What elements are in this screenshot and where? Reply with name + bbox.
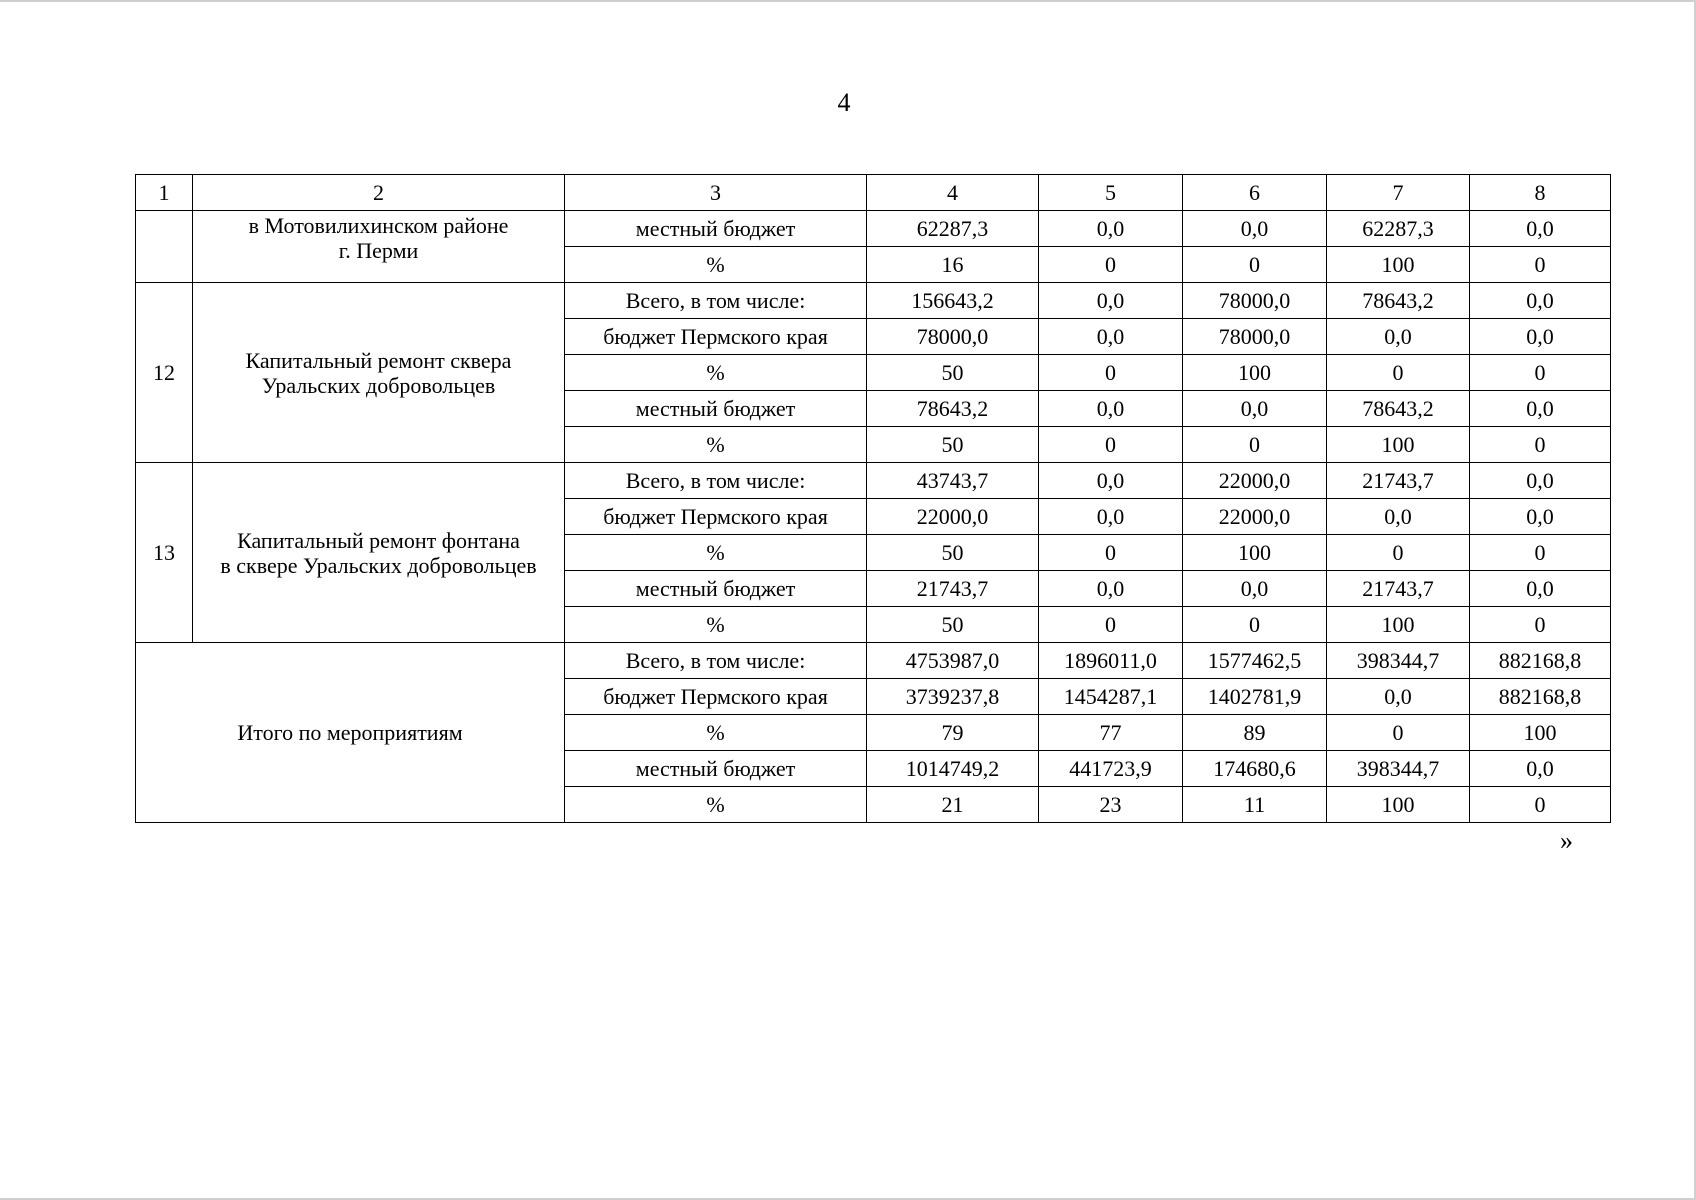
table-row — [136, 643, 1611, 679]
item-name-line: в Мотовилихинском районе — [248, 213, 509, 238]
item-name-line: г. Перми — [338, 238, 419, 263]
table-row — [136, 283, 1611, 319]
column-number: 2 — [193, 175, 565, 211]
value-cell: 0 — [1183, 427, 1327, 463]
value-cell: 0,0 — [1183, 571, 1327, 607]
funding-source: бюджет Пермского края — [565, 499, 867, 535]
item-name-cell — [193, 463, 565, 643]
value-cell: 16 — [867, 247, 1039, 283]
funding-source: % — [565, 535, 867, 571]
funding-source: местный бюджет — [565, 211, 867, 247]
funding-source: местный бюджет — [565, 571, 867, 607]
column-number: 6 — [1183, 175, 1327, 211]
value-cell: 0,0 — [1183, 211, 1327, 247]
value-cell: 21743,7 — [1327, 571, 1470, 607]
value-cell: 0,0 — [1470, 283, 1611, 319]
value-cell: 23 — [1039, 787, 1183, 823]
value-cell: 0,0 — [1039, 319, 1183, 355]
value-cell: 0 — [1183, 607, 1327, 643]
column-number: 3 — [565, 175, 867, 211]
value-cell: 0,0 — [1039, 283, 1183, 319]
value-cell: 398344,7 — [1327, 751, 1470, 787]
value-cell: 43743,7 — [867, 463, 1039, 499]
funding-source: % — [565, 715, 867, 751]
value-cell: 100 — [1327, 787, 1470, 823]
item-number-cell — [136, 211, 193, 283]
value-cell: 50 — [867, 355, 1039, 391]
value-cell: 0 — [1470, 427, 1611, 463]
value-cell: 0,0 — [1470, 499, 1611, 535]
value-cell: 4753987,0 — [867, 643, 1039, 679]
value-cell: 100 — [1327, 247, 1470, 283]
value-cell: 0 — [1327, 355, 1470, 391]
value-cell: 21743,7 — [867, 571, 1039, 607]
value-cell: 0 — [1470, 355, 1611, 391]
funding-source: % — [565, 607, 867, 643]
funding-source: бюджет Пермского края — [565, 319, 867, 355]
total-label: Итого по мероприятиям — [136, 643, 565, 823]
value-cell: 100 — [1327, 607, 1470, 643]
funding-source: % — [565, 427, 867, 463]
value-cell: 174680,6 — [1183, 751, 1327, 787]
value-cell: 398344,7 — [1327, 643, 1470, 679]
value-cell: 1454287,1 — [1039, 679, 1183, 715]
column-number: 7 — [1327, 175, 1470, 211]
funding-source: % — [565, 355, 867, 391]
item-number-cell: 13 — [136, 463, 193, 643]
value-cell: 0 — [1039, 247, 1183, 283]
value-cell: 22000,0 — [1183, 499, 1327, 535]
item-name-cell — [193, 283, 565, 463]
funding-source: Всего, в том числе: — [565, 643, 867, 679]
value-cell: 0 — [1470, 607, 1611, 643]
value-cell: 0,0 — [1039, 211, 1183, 247]
item-name-line: Капитальный ремонт сквера — [245, 347, 512, 373]
value-cell: 0,0 — [1470, 463, 1611, 499]
value-cell: 0,0 — [1470, 571, 1611, 607]
value-cell: 0,0 — [1039, 391, 1183, 427]
value-cell: 1896011,0 — [1039, 643, 1183, 679]
value-cell: 0 — [1039, 607, 1183, 643]
budget-table — [135, 174, 1611, 823]
value-cell: 0 — [1039, 427, 1183, 463]
value-cell: 78000,0 — [1183, 319, 1327, 355]
value-cell: 22000,0 — [867, 499, 1039, 535]
value-cell: 0,0 — [1327, 679, 1470, 715]
value-cell: 78000,0 — [1183, 283, 1327, 319]
column-number-row — [136, 175, 1611, 211]
value-cell: 1014749,2 — [867, 751, 1039, 787]
item-name-line: Капитальный ремонт фонтана — [237, 527, 520, 553]
value-cell: 100 — [1327, 427, 1470, 463]
item-name-cell — [193, 211, 565, 283]
value-cell: 79 — [867, 715, 1039, 751]
value-cell: 0 — [1327, 535, 1470, 571]
value-cell: 0 — [1470, 247, 1611, 283]
value-cell: 78643,2 — [1327, 391, 1470, 427]
value-cell: 100 — [1470, 715, 1611, 751]
value-cell: 1577462,5 — [1183, 643, 1327, 679]
value-cell: 0 — [1183, 247, 1327, 283]
value-cell: 11 — [1183, 787, 1327, 823]
value-cell: 21 — [867, 787, 1039, 823]
value-cell: 0,0 — [1039, 571, 1183, 607]
value-cell: 882168,8 — [1470, 643, 1611, 679]
value-cell: 62287,3 — [1327, 211, 1470, 247]
scan-edge-top — [0, 0, 1696, 2]
funding-source: местный бюджет — [565, 751, 867, 787]
page-number: 4 — [837, 88, 851, 117]
closing-quote-mark: » — [1560, 826, 1573, 855]
column-number: 4 — [867, 175, 1039, 211]
value-cell: 0,0 — [1327, 499, 1470, 535]
value-cell: 0 — [1470, 787, 1611, 823]
funding-source: местный бюджет — [565, 391, 867, 427]
value-cell: 0,0 — [1327, 319, 1470, 355]
value-cell: 78000,0 — [867, 319, 1039, 355]
table-row — [136, 211, 1611, 247]
funding-source: Всего, в том числе: — [565, 463, 867, 499]
column-number: 1 — [136, 175, 193, 211]
item-name-line: Уральских добровольцев — [261, 372, 496, 398]
value-cell: 0,0 — [1470, 319, 1611, 355]
item-name-line: в сквере Уральских добровольцев — [220, 552, 537, 578]
funding-source: % — [565, 787, 867, 823]
value-cell: 0,0 — [1470, 211, 1611, 247]
value-cell: 50 — [867, 427, 1039, 463]
value-cell: 0,0 — [1039, 463, 1183, 499]
value-cell: 0,0 — [1183, 391, 1327, 427]
value-cell: 50 — [867, 535, 1039, 571]
funding-source: бюджет Пермского края — [565, 679, 867, 715]
value-cell: 0,0 — [1039, 499, 1183, 535]
value-cell: 50 — [867, 607, 1039, 643]
value-cell: 0 — [1039, 355, 1183, 391]
value-cell: 882168,8 — [1470, 679, 1611, 715]
table-row — [136, 463, 1611, 499]
value-cell: 78643,2 — [1327, 283, 1470, 319]
value-cell: 0 — [1039, 535, 1183, 571]
value-cell: 0,0 — [1470, 391, 1611, 427]
value-cell: 156643,2 — [867, 283, 1039, 319]
value-cell: 3739237,8 — [867, 679, 1039, 715]
value-cell: 1402781,9 — [1183, 679, 1327, 715]
item-number-cell: 12 — [136, 283, 193, 463]
value-cell: 100 — [1183, 355, 1327, 391]
funding-source: Всего, в том числе: — [565, 283, 867, 319]
column-number: 5 — [1039, 175, 1183, 211]
value-cell: 0 — [1470, 535, 1611, 571]
value-cell: 77 — [1039, 715, 1183, 751]
value-cell: 21743,7 — [1327, 463, 1470, 499]
value-cell: 89 — [1183, 715, 1327, 751]
value-cell: 22000,0 — [1183, 463, 1327, 499]
value-cell: 0 — [1327, 715, 1470, 751]
value-cell: 78643,2 — [867, 391, 1039, 427]
value-cell: 441723,9 — [1039, 751, 1183, 787]
column-number: 8 — [1470, 175, 1611, 211]
value-cell: 100 — [1183, 535, 1327, 571]
value-cell: 0,0 — [1470, 751, 1611, 787]
value-cell: 62287,3 — [867, 211, 1039, 247]
funding-source: % — [565, 247, 867, 283]
